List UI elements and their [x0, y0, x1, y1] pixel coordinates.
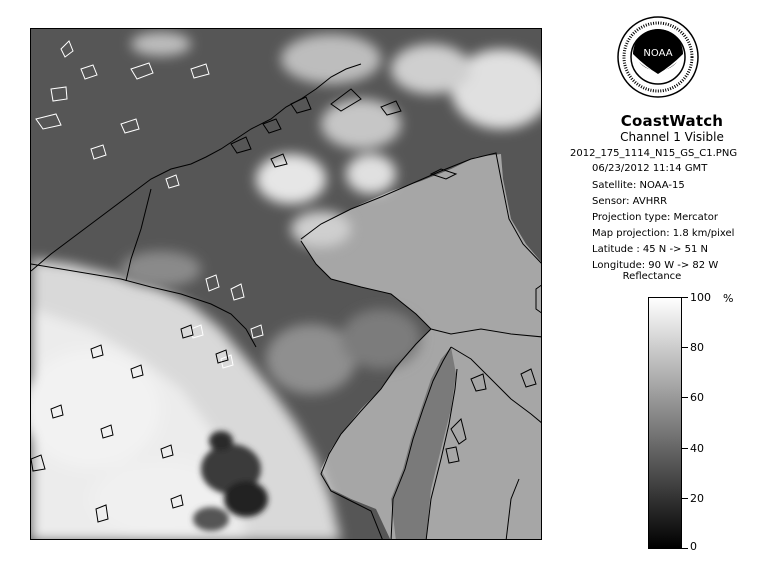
app-title: CoastWatch [620, 112, 724, 130]
channel-label: Channel 1 Visible [620, 130, 724, 144]
noaa-seal-icon [617, 16, 699, 98]
scale-unit: % [723, 292, 734, 305]
scale-tick-label: 20 [690, 492, 704, 505]
reflectance-scale-bar [648, 297, 682, 549]
scale-tick [682, 347, 688, 348]
scale-tick-label: 40 [690, 442, 704, 455]
noaa-logo-graphic [617, 16, 699, 98]
latitude-label: Latitude : 45 N -> 51 N [592, 244, 708, 255]
datetime-label: 06/23/2012 11:14 GMT [592, 163, 708, 174]
satellite-map [30, 28, 542, 540]
scale-tick [682, 397, 688, 398]
scale-tick [682, 297, 688, 298]
longitude-label: Longitude: 90 W -> 82 W [592, 260, 719, 271]
scale-tick-label: 0 [690, 540, 697, 553]
scale-tick-label: 100 [690, 291, 711, 304]
satellite-label: Satellite: NOAA-15 [592, 180, 685, 191]
scale-tick [682, 448, 688, 449]
scale-tick-label: 80 [690, 341, 704, 354]
logo-text: NOAA [643, 48, 673, 59]
sensor-label: Sensor: AVHRR [592, 196, 668, 207]
scale-title: Reflectance [622, 271, 682, 282]
projection-type-label: Projection type: Mercator [592, 212, 718, 223]
scale-tick [682, 548, 688, 549]
scale-tick-label: 60 [690, 391, 704, 404]
filename-label: 2012_175_1114_N15_GS_C1.PNG [570, 148, 738, 159]
map-canvas [31, 29, 542, 540]
scale-tick [682, 498, 688, 499]
map-projection-label: Map projection: 1.8 km/pixel [592, 228, 735, 239]
